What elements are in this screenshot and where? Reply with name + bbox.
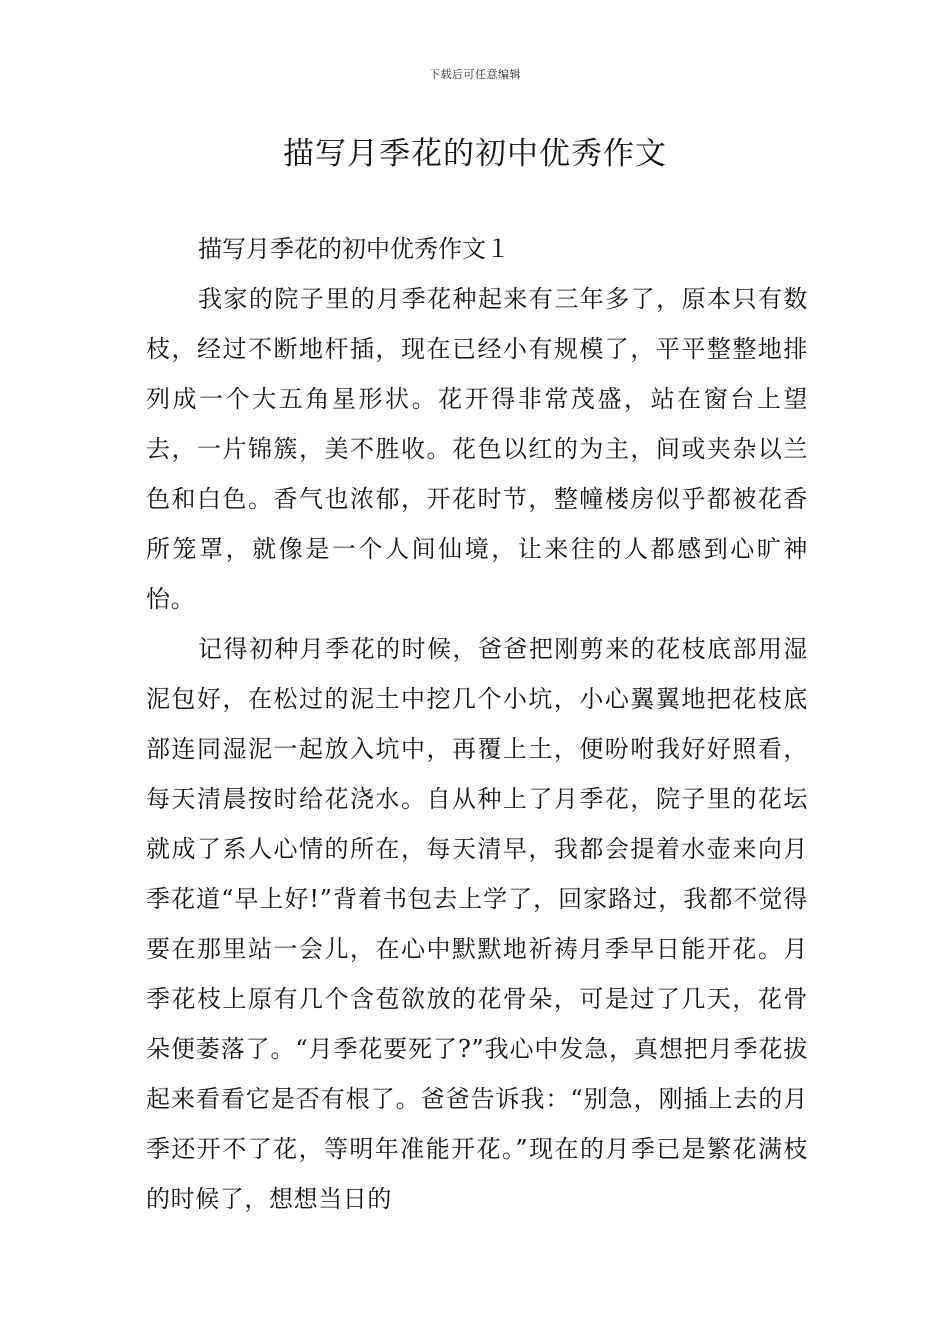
- paragraph-2: 记得初种月季花的时候，爸爸把刚剪来的花枝底部用湿泥包好，在松过的泥土中挖几个小坑，小心翼翼地把花枝底部连同湿泥一起放入坑中，再覆上土，便吩咐我好好照看，每天清晨按时给花浇水。自从种上了月季花，院子里的花坛就成了系人心情的所在，每天清早，我都会提着水壶来向月季花道“早上好!”背着书包去上学了，回家路过，我都不觉得要在那里站一会儿，在心中默默地祈祷月季早日能开花。月季花枝上原有几个含苞欲放的花骨朵，可是过了几天，花骨朵便萎落了。“月季花要死了?”我心中发急，真想把月季花拔起来看看它是否有根了。爸爸告诉我：“别急，刚插上去的月季还开不了花，等明年准能开花。”现在的月季已是繁花满枝的时候了，想想当日的: [146, 635, 808, 1213]
- section-subheading: 描写月季花的初中优秀作文１: [198, 235, 510, 263]
- document-body: [146, 224, 808, 1224]
- document-title: 描写月季花的初中优秀作文: [283, 136, 667, 172]
- paragraph-1: 我家的院子里的月季花种起来有三年多了，原本只有数枝，经过不断地杆插，现在已经小有规模了，平平整整地排列成一个大五角星形状。花开得非常茂盛，站在窗台上望去，一片锦簇，美不胜收。花色以红的为主，间或夹杂以兰色和白色。香气也浓郁，开花时节，整幢楼房似乎都被花香所笼罩，就像是一个人间仙境，让来往的人都感到心旷神怡。: [146, 285, 808, 613]
- header-note: 下载后可任意编辑: [429, 68, 521, 81]
